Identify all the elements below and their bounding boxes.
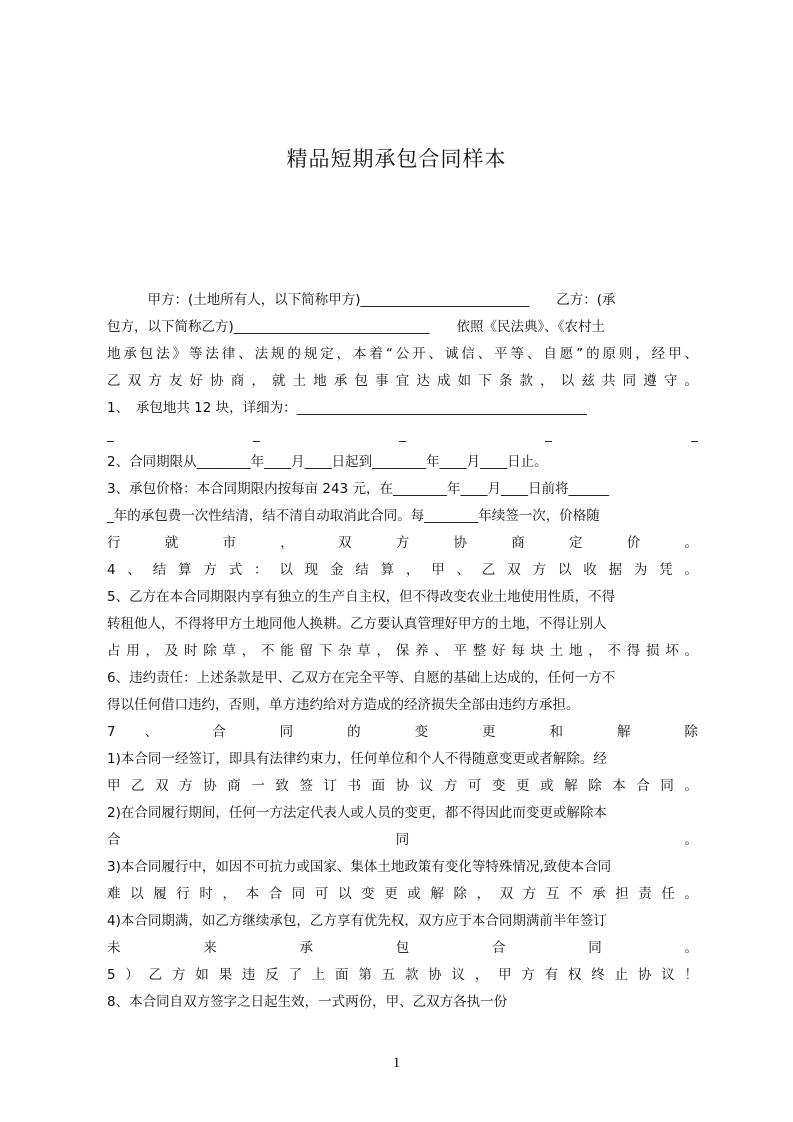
contract-line: 甲方：(土地所有人，以下简称甲方)_________________________ 乙方：(承	[107, 292, 616, 308]
contract-line: 得以任何借口违约，否则，单方违约给对方造成的经济损失全部由违约方承担。	[107, 697, 580, 713]
contract-line: 2、合同期限从________年____月____日起到________年____月____日止。	[107, 454, 548, 470]
contract-line: 合 同 。	[107, 832, 698, 848]
contract-line: _年的承包费一次性结清，结不清自动取消此合同。每________年续签一次，价格随	[107, 508, 600, 524]
contract-line: 8、本合同自双方签字之日起生效，一式两份，甲、乙双方各执一份	[107, 994, 508, 1010]
contract-line: 2)在合同履行期间，任何一方法定代表人或人员的变更，都不得因此而变更或解除本	[107, 805, 607, 821]
document-title: 精品短期承包合同样本	[286, 147, 507, 171]
contract-line: 包方，以下简称乙方)_____________________________ 依照《民法典》、《农村土	[107, 319, 606, 335]
contract-line: 甲乙双方协商一致签订书面协议方可变更或解除本合同。	[107, 778, 698, 794]
contract-line: 3)本合同履行中，如因不可抗力或国家、集体土地政策有变化等特殊情况,致使本合同	[107, 859, 612, 875]
contract-line: 4)本合同期满，如乙方继续承包，乙方享有优先权，双方应于本合同期满前半年签订	[107, 913, 607, 929]
contract-line: 未 来 承 包 合 同 。	[107, 940, 698, 956]
contract-line: 行 就 市 ， 双 方 协 商 定 价 。	[107, 535, 698, 551]
contract-line: 地承包法》等法律、法规的规定，本着“公开、诚信、平等、自愿”的原则，经甲、	[107, 346, 698, 362]
contract-line: 7 、 合 同 的 变 更 和 解 除	[107, 724, 698, 740]
contract-line: 1、 承包地共 12 块，详细为：___________________________________________	[107, 400, 587, 416]
contract-line: 5、乙方在本合同期限内享有独立的生产自主权，但不得改变农业土地使用性质，不得	[107, 589, 616, 605]
contract-line: 6、违约责任：上述条款是甲、乙双方在完全平等、自愿的基础上达成的，任何一方不	[107, 670, 616, 686]
contract-line: 3、承包价格：本合同期限内按每亩 243 元，在________年____月____日前将______	[107, 481, 609, 497]
contract-line: 1)本合同一经签订，即具有法律约束力，任何单位和个人不得随意变更或者解除。经	[107, 751, 607, 767]
page-number: 1	[392, 1055, 401, 1071]
contract-line: 乙双方友好协商，就土地承包事宜达成如下条款，以兹共同遵守。	[107, 373, 698, 389]
contract-line: 5）乙方如果违反了上面第五款协议，甲方有权终止协议！	[107, 967, 698, 983]
contract-line: 转租他人，不得将甲方土地同他人换耕。乙方要认真管理好甲方的土地，不得让别人	[107, 616, 607, 632]
contract-line: _ _ _ _ _	[107, 427, 698, 443]
contract-line: 占用，及时除草，不能留下杂草，保养、平整好每块土地，不得损坏。	[107, 643, 698, 659]
contract-line: 4、结算方式：以现金结算，甲、乙双方以收据为凭。	[107, 562, 698, 578]
contract-line: 难以履行时，本合同可以变更或解除，双方互不承担责任。	[107, 886, 698, 902]
